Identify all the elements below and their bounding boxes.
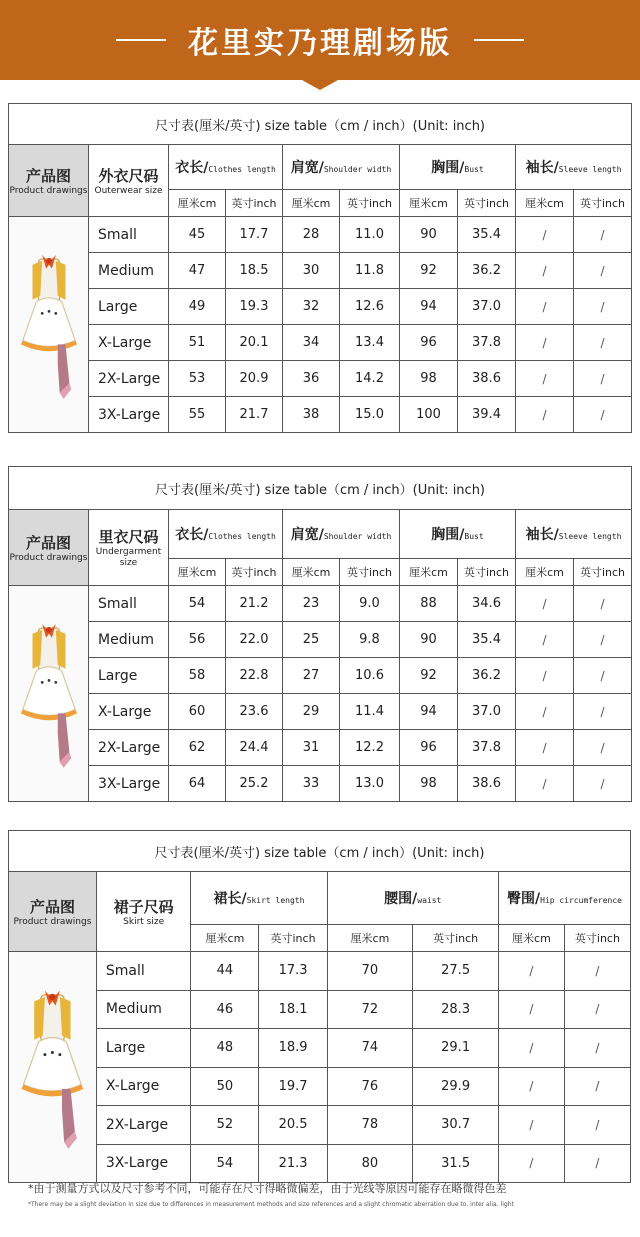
table-cell: 20.5	[259, 1106, 327, 1145]
measure-header	[191, 872, 327, 925]
product-label-cn: 产品图	[25, 166, 71, 185]
table-cell: /	[498, 952, 564, 991]
table-cell: 44	[191, 952, 259, 991]
table-row	[9, 325, 632, 361]
size-name: X-Large	[89, 694, 169, 730]
table-cell: 96	[400, 325, 458, 361]
table-title: 尺寸表(厘米/英寸) size table（cm / inch）(Unit: inch)	[9, 104, 632, 145]
table-cell: 31	[283, 730, 340, 766]
measure-header	[400, 510, 516, 559]
table-cell: 34.6	[458, 586, 516, 622]
unit-inch: 英寸inch	[259, 925, 327, 952]
table-cell: 94	[400, 289, 458, 325]
measure-label-cn: 胸围/	[431, 527, 465, 543]
table-cell: 33	[283, 766, 340, 802]
banner-title-text: 花里实乃理剧场版	[188, 26, 452, 61]
table-cell: 62	[169, 730, 226, 766]
product-label-cn: 产品图	[29, 897, 75, 916]
measure-label-en: Sleeve length	[558, 532, 622, 541]
footnote-en: *There may be a slight deviation in size due to differences in measurement methods and size references and a slight chromatic aberration due to. inter alia. light	[28, 1201, 514, 1208]
table-cell: 64	[169, 766, 226, 802]
table-cell: 37.0	[458, 694, 516, 730]
measure-header	[327, 872, 498, 925]
table-cell: 21.7	[226, 397, 283, 433]
table-cell: /	[498, 1067, 564, 1106]
table-cell: 34	[283, 325, 340, 361]
table-cell: 20.9	[226, 361, 283, 397]
table-cell: 38	[283, 397, 340, 433]
table-cell: /	[498, 1144, 564, 1183]
title-dash-left	[116, 39, 166, 41]
product-header	[9, 145, 89, 217]
table-cell: /	[516, 217, 574, 253]
measure-label-cn: 裙长/	[213, 891, 247, 907]
table-cell: 18.1	[259, 990, 327, 1029]
table-cell: 90	[400, 622, 458, 658]
table-cell: /	[516, 694, 574, 730]
unit-inch: 英寸inch	[574, 190, 632, 217]
table-cell: 53	[169, 361, 226, 397]
table-cell: /	[516, 622, 574, 658]
table-row	[9, 586, 632, 622]
measure-label-en: Bust	[464, 165, 484, 174]
table-cell: /	[564, 1106, 630, 1145]
table-cell: 24.4	[226, 730, 283, 766]
table-title: 尺寸表(厘米/英寸) size table（cm / inch）(Unit: inch)	[9, 467, 632, 510]
table-cell: 29.1	[413, 1029, 499, 1068]
unit-cm: 厘米cm	[400, 190, 458, 217]
measure-header	[400, 145, 516, 190]
table-cell: 54	[169, 586, 226, 622]
table-cell: 11.4	[340, 694, 400, 730]
size-name: Medium	[89, 253, 169, 289]
table-row	[9, 217, 632, 253]
size-name: 2X-Large	[96, 1106, 190, 1145]
table-row	[9, 1106, 631, 1145]
size-header	[89, 145, 169, 217]
size-name: X-Large	[89, 325, 169, 361]
table-cell: /	[564, 1144, 630, 1183]
size-name: 3X-Large	[89, 397, 169, 433]
table-cell: /	[516, 586, 574, 622]
measure-header	[169, 510, 283, 559]
table-cell: /	[574, 253, 632, 289]
table-cell: 39.4	[458, 397, 516, 433]
measure-label-en: Shoulder width	[323, 165, 392, 174]
table-cell: 22.0	[226, 622, 283, 658]
size-table	[8, 830, 631, 1183]
table-cell: /	[574, 217, 632, 253]
unit-cm: 厘米cm	[400, 559, 458, 586]
table-cell: 56	[169, 622, 226, 658]
size-label-en: Skirt size	[123, 916, 165, 927]
table-cell: 21.2	[226, 586, 283, 622]
table-cell: /	[574, 694, 632, 730]
table-cell: 32	[283, 289, 340, 325]
table-cell: 31.5	[413, 1144, 499, 1183]
size-name: Small	[89, 217, 169, 253]
table-cell: 13.4	[340, 325, 400, 361]
measure-label-en: Hip circumference	[540, 896, 622, 905]
product-image	[9, 586, 89, 802]
unit-inch: 英寸inch	[226, 190, 283, 217]
table-cell: 51	[169, 325, 226, 361]
size-label-en: Outerwear size	[94, 185, 163, 196]
unit-inch: 英寸inch	[340, 559, 400, 586]
title-dash-right	[474, 39, 524, 41]
measure-label-cn: 衣长/	[175, 160, 209, 176]
measure-label-cn: 腰围/	[384, 891, 418, 907]
measure-label-en: Clothes length	[208, 165, 276, 174]
table-cell: 37.0	[458, 289, 516, 325]
table-row	[9, 658, 632, 694]
unit-inch: 英寸inch	[226, 559, 283, 586]
table-cell: 38.6	[458, 361, 516, 397]
table-cell: 12.6	[340, 289, 400, 325]
table-cell: /	[574, 730, 632, 766]
table-cell: /	[574, 586, 632, 622]
table-cell: 10.6	[340, 658, 400, 694]
table-cell: 88	[400, 586, 458, 622]
table-cell: 36.2	[458, 253, 516, 289]
unit-cm: 厘米cm	[283, 559, 340, 586]
product-header	[9, 510, 89, 586]
table-cell: 36.2	[458, 658, 516, 694]
table-cell: 98	[400, 766, 458, 802]
unit-inch: 英寸inch	[340, 190, 400, 217]
table-cell: 47	[169, 253, 226, 289]
table-cell: 49	[169, 289, 226, 325]
table-cell: 27.5	[413, 952, 499, 991]
table-cell: /	[574, 658, 632, 694]
size-header	[89, 510, 169, 586]
table-row	[9, 397, 632, 433]
table-cell: 30	[283, 253, 340, 289]
product-image	[9, 217, 89, 433]
table-cell: /	[498, 1106, 564, 1145]
table-cell: 12.2	[340, 730, 400, 766]
table-cell: 19.3	[226, 289, 283, 325]
table-cell: 15.0	[340, 397, 400, 433]
banner-title	[0, 0, 640, 80]
size-table	[8, 103, 632, 433]
table-row	[9, 730, 632, 766]
table-cell: 11.0	[340, 217, 400, 253]
table-cell: /	[574, 325, 632, 361]
table-cell: 45	[169, 217, 226, 253]
unit-inch: 英寸inch	[564, 925, 630, 952]
table-row	[9, 289, 632, 325]
footnote-cn: *由于测量方式以及尺寸参考不同，可能存在尺寸得略微偏差，由于光线等原因可能存在略微得色差	[28, 1182, 507, 1195]
table-cell: 27	[283, 658, 340, 694]
measure-label-cn: 臀围/	[506, 891, 541, 907]
table-row	[9, 952, 631, 991]
table-row	[9, 253, 632, 289]
measure-label-cn: 袖长/	[525, 160, 559, 176]
table-cell: 37.8	[458, 325, 516, 361]
size-name: 3X-Large	[89, 766, 169, 802]
costume-icon	[15, 235, 83, 415]
measure-label-en: Shoulder width	[323, 532, 392, 541]
measure-header	[516, 145, 632, 190]
table-cell: /	[564, 990, 630, 1029]
table-cell: 55	[169, 397, 226, 433]
size-name: Medium	[89, 622, 169, 658]
table-cell: /	[574, 289, 632, 325]
table-cell: 25.2	[226, 766, 283, 802]
size-name: Small	[89, 586, 169, 622]
product-label-cn: 产品图	[25, 533, 71, 552]
table-cell: 94	[400, 694, 458, 730]
unit-cm: 厘米cm	[516, 190, 574, 217]
table-cell: 13.0	[340, 766, 400, 802]
table-cell: 92	[400, 253, 458, 289]
measure-label-cn: 肩宽/	[290, 527, 324, 543]
size-header	[96, 872, 190, 952]
table-cell: 36	[283, 361, 340, 397]
table-cell: 96	[400, 730, 458, 766]
measure-label-cn: 肩宽/	[290, 160, 324, 176]
table-row	[9, 990, 631, 1029]
table-title: 尺寸表(厘米/英寸) size table（cm / inch）(Unit: inch)	[9, 831, 631, 872]
table-cell: 25	[283, 622, 340, 658]
table-cell: /	[574, 622, 632, 658]
table-row	[9, 766, 632, 802]
table-cell: /	[564, 952, 630, 991]
size-name: Large	[89, 658, 169, 694]
table-row	[9, 1067, 631, 1106]
table-row	[9, 1029, 631, 1068]
table-cell: 9.8	[340, 622, 400, 658]
table-cell: 18.5	[226, 253, 283, 289]
table-cell: 76	[327, 1067, 413, 1106]
table-cell: /	[516, 397, 574, 433]
table-cell: 28.3	[413, 990, 499, 1029]
size-name: 2X-Large	[89, 730, 169, 766]
table-cell: 19.7	[259, 1067, 327, 1106]
size-name: Small	[96, 952, 190, 991]
table-cell: 70	[327, 952, 413, 991]
product-image	[9, 952, 97, 1183]
size-name: 3X-Large	[96, 1144, 190, 1183]
table-cell: 23	[283, 586, 340, 622]
size-name: Medium	[96, 990, 190, 1029]
unit-inch: 英寸inch	[574, 559, 632, 586]
table-cell: 54	[191, 1144, 259, 1183]
unit-cm: 厘米cm	[169, 190, 226, 217]
table-cell: 21.3	[259, 1144, 327, 1183]
table-cell: 46	[191, 990, 259, 1029]
table-cell: /	[574, 397, 632, 433]
size-name: X-Large	[96, 1067, 190, 1106]
table-cell: 98	[400, 361, 458, 397]
measure-label-en: waist	[417, 896, 442, 905]
size-label-cn: 裙子尺码	[113, 897, 174, 916]
table-cell: 18.9	[259, 1029, 327, 1068]
table-cell: /	[516, 658, 574, 694]
costume-icon	[15, 970, 90, 1165]
table-cell: 60	[169, 694, 226, 730]
table-cell: 74	[327, 1029, 413, 1068]
table-cell: /	[516, 361, 574, 397]
table-cell: 22.8	[226, 658, 283, 694]
table-cell: /	[498, 990, 564, 1029]
measure-header	[169, 145, 283, 190]
measure-label-cn: 胸围/	[431, 160, 465, 176]
table-cell: 29	[283, 694, 340, 730]
table-cell: /	[516, 766, 574, 802]
table-cell: /	[516, 730, 574, 766]
product-label-en: Product drawings	[9, 552, 88, 563]
size-label-cn: 里衣尺码	[98, 528, 159, 546]
table-cell: /	[516, 253, 574, 289]
table-cell: 28	[283, 217, 340, 253]
table-cell: 50	[191, 1067, 259, 1106]
size-name: 2X-Large	[89, 361, 169, 397]
measure-label-cn: 衣长/	[175, 527, 209, 543]
table-cell: /	[516, 289, 574, 325]
table-cell: 30.7	[413, 1106, 499, 1145]
table-cell: /	[516, 325, 574, 361]
size-name: Large	[96, 1029, 190, 1068]
unit-cm: 厘米cm	[169, 559, 226, 586]
measure-label-cn: 袖长/	[525, 527, 559, 543]
size-name: Large	[89, 289, 169, 325]
product-header	[9, 872, 97, 952]
table-row	[9, 361, 632, 397]
measure-header	[498, 872, 630, 925]
table-cell: 17.3	[259, 952, 327, 991]
product-label-en: Product drawings	[13, 916, 92, 927]
unit-cm: 厘米cm	[516, 559, 574, 586]
measure-label-en: Skirt length	[246, 896, 305, 905]
table-cell: 9.0	[340, 586, 400, 622]
size-table	[8, 466, 632, 802]
table-cell: 38.6	[458, 766, 516, 802]
table-cell: 52	[191, 1106, 259, 1145]
size-label-cn: 外衣尺码	[98, 166, 159, 185]
table-cell: 23.6	[226, 694, 283, 730]
unit-cm: 厘米cm	[283, 190, 340, 217]
costume-icon	[15, 604, 83, 784]
measure-header	[516, 510, 632, 559]
table-cell: /	[564, 1029, 630, 1068]
unit-inch: 英寸inch	[458, 190, 516, 217]
table-cell: 17.7	[226, 217, 283, 253]
table-cell: 29.9	[413, 1067, 499, 1106]
table-cell: 80	[327, 1144, 413, 1183]
measure-label-en: Bust	[464, 532, 484, 541]
unit-cm: 厘米cm	[327, 925, 413, 952]
table-cell: 90	[400, 217, 458, 253]
table-cell: 78	[327, 1106, 413, 1145]
table-cell: 14.2	[340, 361, 400, 397]
measure-header	[283, 145, 400, 190]
table-cell: 72	[327, 990, 413, 1029]
measure-label-en: Clothes length	[208, 532, 276, 541]
size-label-en: Undergarment size	[95, 547, 162, 568]
table-row	[9, 1144, 631, 1183]
table-cell: /	[574, 766, 632, 802]
unit-cm: 厘米cm	[191, 925, 259, 952]
table-cell: 48	[191, 1029, 259, 1068]
table-cell: 100	[400, 397, 458, 433]
table-cell: 35.4	[458, 217, 516, 253]
unit-inch: 英寸inch	[413, 925, 499, 952]
table-cell: 35.4	[458, 622, 516, 658]
table-cell: 58	[169, 658, 226, 694]
table-cell: /	[574, 361, 632, 397]
table-cell: /	[564, 1067, 630, 1106]
measure-header	[283, 510, 400, 559]
table-cell: 11.8	[340, 253, 400, 289]
table-row	[9, 694, 632, 730]
table-cell: 37.8	[458, 730, 516, 766]
table-cell: 20.1	[226, 325, 283, 361]
table-row	[9, 622, 632, 658]
banner-notch	[302, 80, 338, 90]
table-cell: /	[498, 1029, 564, 1068]
table-cell: 92	[400, 658, 458, 694]
product-label-en: Product drawings	[9, 185, 88, 196]
unit-inch: 英寸inch	[458, 559, 516, 586]
unit-cm: 厘米cm	[498, 925, 564, 952]
measure-label-en: Sleeve length	[558, 165, 622, 174]
